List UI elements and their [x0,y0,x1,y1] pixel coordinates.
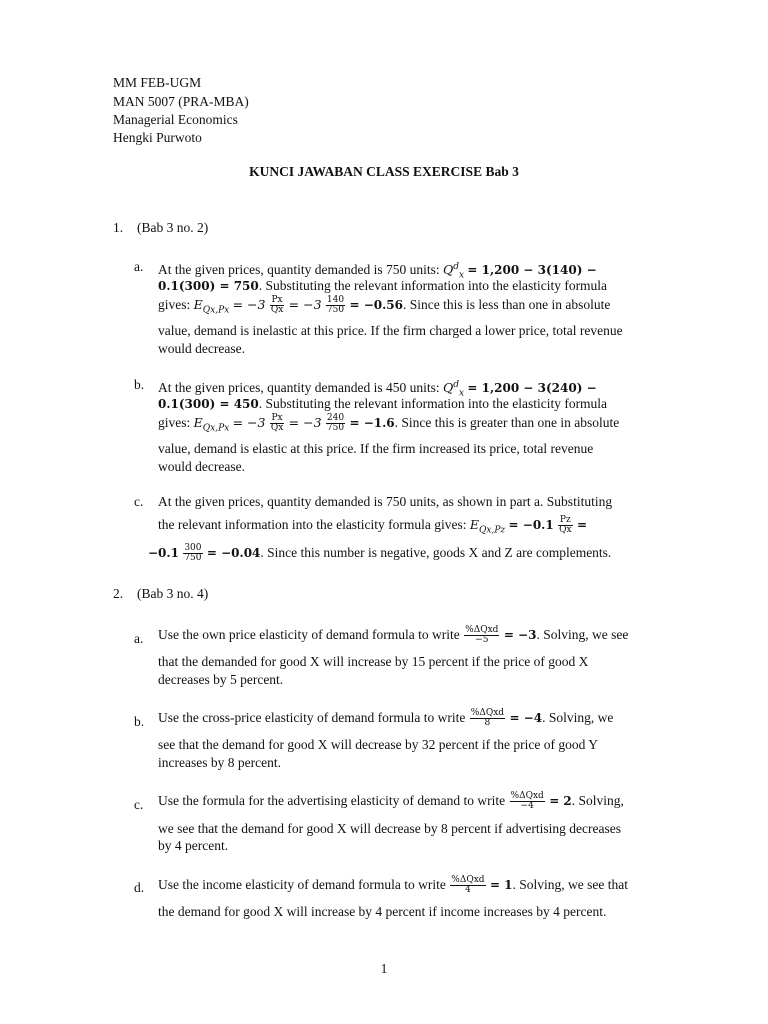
q2a-line3: decreases by 5 percent. [158,672,284,687]
q2c-line1: Use the formula for the advertising elasticity of demand to write $\frac{\text{\%ΔQxd}}{-4}$ = 2. Solving, [158,791,624,812]
q1b-line5: would decrease. [158,459,245,474]
q1a-line3: gives: $E_{Qx,Px} = -3$ $\frac{Px}{Qx}$ = −3 $\frac{140}{750}$ = −0.56. Since this is less than one in absolute [158,295,611,316]
fraction: $\frac{300}{750}$ [184,543,202,564]
q2c-line2: we see that the demand for good X will decrease by 8 percent if advertising decreases [158,821,621,836]
q2b-line3: increases by 8 percent. [158,755,281,770]
q1-label: (Bab 3 no. 2) [137,220,209,235]
fraction: $\frac{240}{750}$ [326,413,345,434]
fraction: $\frac{\text{\%ΔQxd}}{8}$ [470,708,505,729]
q2-number: 2. [113,586,124,601]
q2d-marker: d. [134,880,145,895]
fraction: $\frac{Px}{Qx}$ [270,413,284,434]
q1b-marker: b. [134,377,145,392]
q2d-line1: Use the income elasticity of demand formula to write $\frac{\text{\%ΔQxd}}{4}$ = 1. Solving, we see that [158,875,629,896]
fraction: $\frac{\text{\%ΔQxd}}{-4}$ [510,791,544,812]
header-course-code: MAN 5007 (PRA-MBA) [113,94,249,109]
fraction: $\frac{\text{\%ΔQxd}}{-5}$ [465,625,499,646]
q1c-line1: At the given prices, quantity demanded is 750 units, as shown in part a. Substituting [158,494,613,509]
q2b-marker: b. [134,714,145,729]
header-program: MM FEB-UGM [113,75,202,90]
q1c-marker: c. [134,494,144,509]
q2c-marker: c. [134,797,144,812]
q2d-line2: the demand for good X will increase by 4 percent if income increases by 4 percent. [158,904,607,919]
q2c-line3: by 4 percent. [158,838,229,853]
page-number: 1 [380,961,388,976]
header-author: Hengki Purwoto [113,130,202,145]
q1b-line4: value, demand is elastic at this price. If the firm increased its price, total revenue [158,441,594,456]
q1c-line3: −0.1 $\frac{300}{750}$ = −0.04. Since this number is negative, goods X and Z are complements. [148,543,612,564]
q1b-line1: At the given prices, quantity demanded is 450 units: $Q^d_x = 1,200 - 3(240)$ − [158,380,597,399]
fraction: $\frac{Px}{Qx}$ [270,295,284,316]
q1c-line2: the relevant information into the elasticity formula gives: $E_{Qx,Pz} = -0.1$ $\frac{Pz}{Qx}$ = [158,515,587,536]
q2a-line1: Use the own price elasticity of demand formula to write $\frac{\text{\%ΔQxd}}{-5}$ = −3. Solving, we see [158,625,629,646]
fraction: $\frac{140}{750}$ [326,295,345,316]
fraction: $\frac{\text{\%ΔQxd}}{4}$ [451,875,485,896]
elasticity-symbol: $E_{Qx,Px}$ [193,297,230,316]
q-symbol: $Q^d_x$ [442,262,465,281]
q2-label: (Bab 3 no. 4) [137,586,209,601]
q1a-marker: a. [134,259,144,274]
q1a-line2: 0.1(300) = 750. Substituting the relevant information into the elasticity formula [158,278,608,293]
q1b-line2: 0.1(300) = 450. Substituting the relevant information into the elasticity formula [158,396,608,411]
q2a-line2: that the demanded for good X will increase by 15 percent if the price of good X [158,654,589,669]
q1-number: 1. [113,220,124,235]
elasticity-symbol: $E_{Qx,Pz}$ [469,517,506,536]
q1a-line1: At the given prices, quantity demanded is 750 units: $Q^d_x = 1,200 - 3(140)$ − [158,262,597,281]
q2b-line1: Use the cross-price elasticity of demand formula to write $\frac{\text{\%ΔQxd}}{8}$ = −4. Solving, we [158,708,614,729]
q-symbol: $Q^d_x$ [442,380,465,399]
header-course-name: Managerial Economics [113,112,238,127]
page-title: KUNCI JAWABAN CLASS EXERCISE Bab 3 [249,164,519,179]
q1a-line5: would decrease. [158,341,245,356]
elasticity-symbol: $E_{Qx,Px}$ [193,415,230,434]
q1a-line4: value, demand is inelastic at this price. If the firm charged a lower price, total revenue [158,323,623,338]
q2b-line2: see that the demand for good X will decrease by 32 percent if the price of good Y [158,737,598,752]
q2a-marker: a. [134,631,144,646]
fraction: $\frac{Pz}{Qx}$ [559,515,572,536]
q1b-line3: gives: $E_{Qx,Px} = -3$ $\frac{Px}{Qx}$ = −3 $\frac{240}{750}$ = −1.6. Since this is greater than one in absolute [158,413,620,434]
